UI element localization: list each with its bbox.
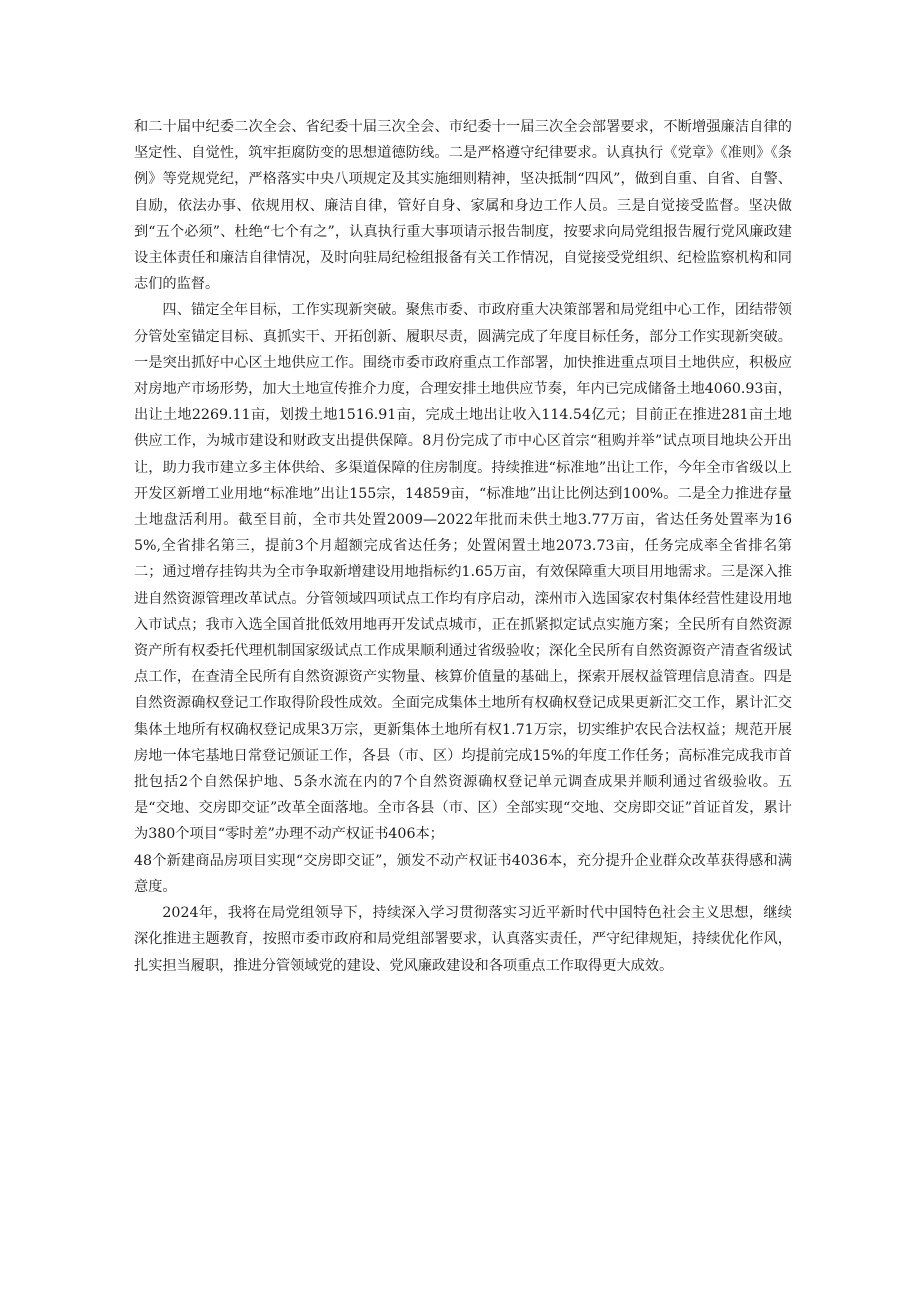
paragraph-housing-certificates: 48个新建商品房项目实现“交房即交证”，颁发不动产权证书4036本，充分提升企业群众改革获得感和满意度。 [134,852,792,895]
paragraph-annual-goals: 四、锚定全年目标，工作实现新突破。聚焦市委、市政府重大决策部署和局党组中心工作，团结带领分管处室锚定目标、真抓实干、开拓创新、履职尽责，圆满完成了年度目标任务，部分工作实现新突破。一是突出抓好中心区土地供应工作。围绕市委市政府重点工作部署，加快推进重点项目土地供应，积极应对房地产市场形势，加大土地宣传推介力度，合理安排土地供应节奏，年内已完成储备土地4060.93亩，出让土地2269.11亩，划拨土地1516.91亩，完成土地出让收入114.54亿元；目前正在推进281亩土地供应工作，为城市建设和财政支出提供保障。8月份完成了市中心区首宗“租购并举”试点项目地块公开出让，助力我市建立多主体供给、多渠道保障的住房制度。持续推进“标准地”出让工作，今年全市省级以上开发区新增工业用地“标准地”出让155宗，14859亩，“标准地”出让比例达到100%。二是全力推进存量土地盘活利用。截至目前，全市共处置2009—2022年批而未供土地3.77万亩，省达任务处置率为165%,全省排名第三，提前3个月超额完成省达任务；处置闲置土地2073.73亩，任务完成率全省排名第二；通过增存挂钩共为全市争取新增建设用地指标约1.65万亩，有效保障重大项目用地需求。三是深入推进自然资源管理改革试点。分管领域四项试点工作均有序启动，滦州市入选国家农村集体经营性建设用地入市试点；我市入选全国首批低效用地再开发试点城市，正在抓紧拟定试点实施方案；全民所有自然资源资产所有权委托代理机制国家级试点工作成果顺利通过省级验收；深化全民所有自然资源资产清查省级试点工作，在查清全民所有自然资源资产实物量、核算价值量的基础上，探索开展权益管理信息清查。四是自然资源确权登记工作取得阶段性成效。全面完成集体土地所有权确权登记成果更新汇交工作，累计汇交集体土地所有权确权登记成果3万宗，更新集体土地所有权1.71万宗，切实维护农民合法权益；规范开展房地一体宅基地日常登记颁证工作，各县（市、区）均提前完成15%的年度工作任务；高标准完成我市首批包括2个自然保护地、5条水流在内的7个自然资源确权登记单元调查成果并顺利通过省级验收。五是“交地、交房即交证”改革全面落地。全市各县（市、区）全部实现“交地、交房即交证”首证首发，累计为380个项目“零时差”办理不动产权证书406本； [134,302,792,843]
paragraph-discipline: 和二十届中纪委二次全会、省纪委十届三次全会、市纪委十一届三次全会部署要求，不断增强廉洁自律的坚定性、自觉性，筑牢拒腐防变的思想道德防线。二是严格遵守纪律要求。认真执行《党章》《准则》《条例》等党规党纪，严格落实中央八项规定及其实施细则精神，坚决抵制“四风”，做到自重、自省、自警、自励，依法办事、依规用权、廉洁自律，管好自身、家属和身边工作人员。三是自觉接受监督。坚决做到“五个必须”、杜绝“七个有之”，认真执行重大事项请示报告制度，按要求向局党组报告履行党风廉政建设主体责任和廉洁自律情况，及时向驻局纪检组报备有关工作情况，自觉接受党组织、纪检监察机构和同志们的监督。 [134,119,792,293]
paragraph-2024-plan: 2024年，我将在局党组领导下，持续深入学习贯彻落实习近平新时代中国特色社会主义思想，继续深化推进主题教育，按照市委市政府和局党组部署要求，认真落实责任，严守纪律规矩，持续优化作风，扎实担当履职，推进分管领域党的建设、党风廉政建设和各项重点工作取得更大成效。 [134,905,792,974]
document-body [134,114,792,979]
